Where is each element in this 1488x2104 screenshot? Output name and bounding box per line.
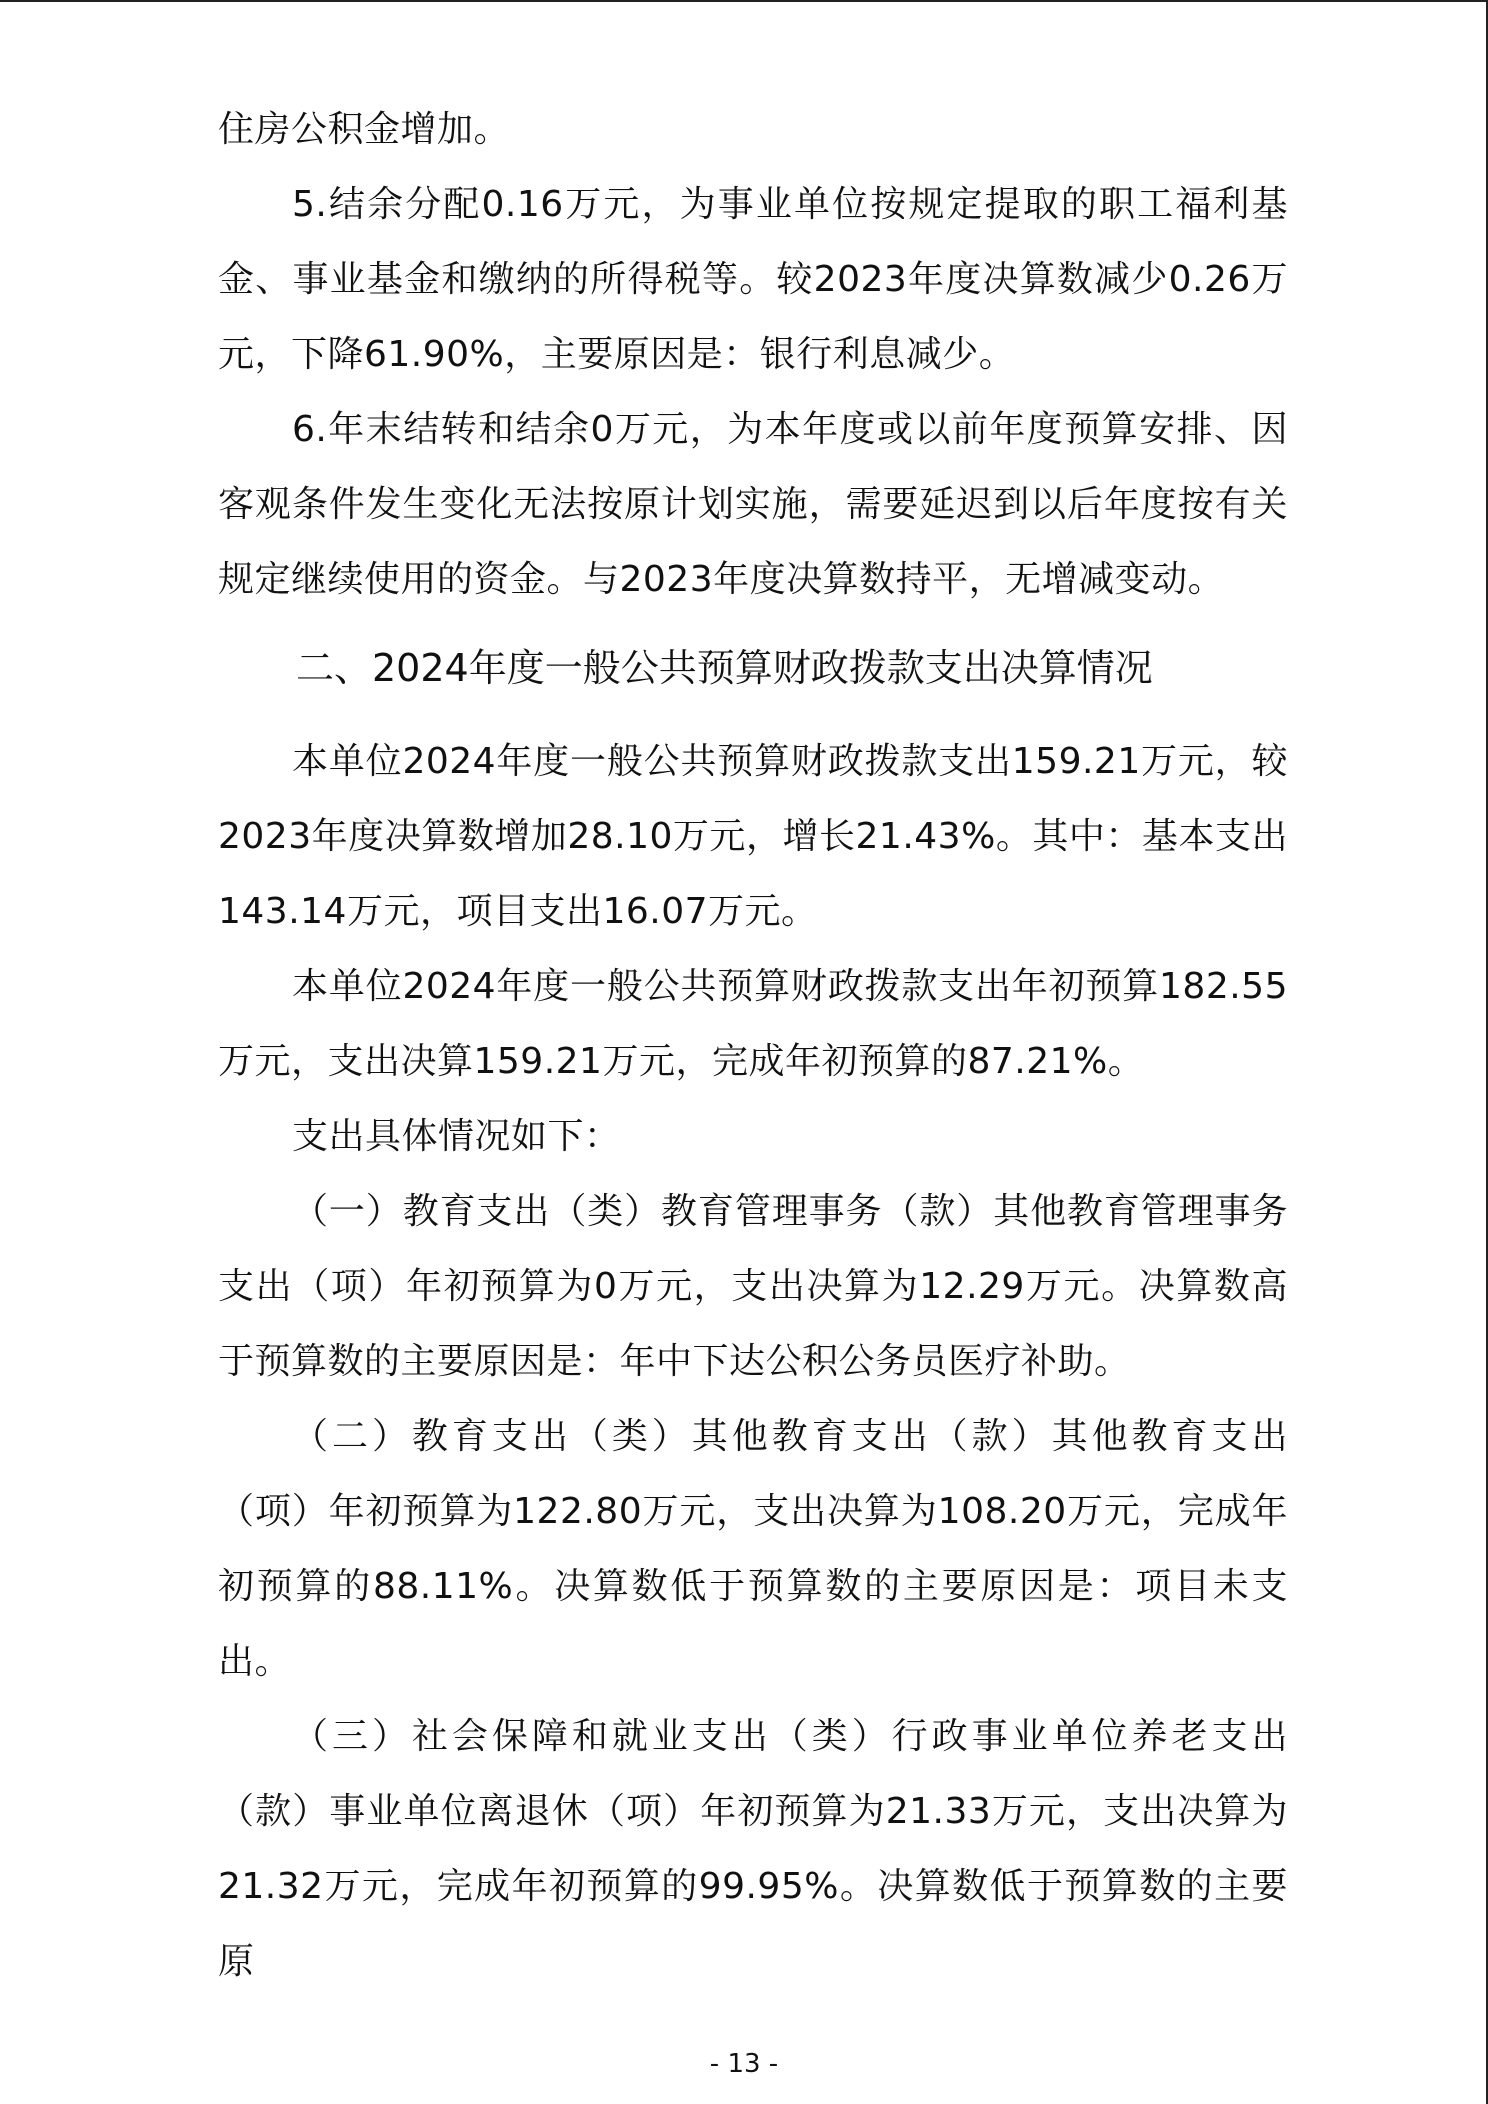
paragraph-expenditure-total: 本单位2024年度一般公共预算财政拨款支出159.21万元，较2023年度决算数增加28.10万元，增长21.43%。其中：基本支出143.14万元，项目支出16.07万元。 [218,741,1288,932]
paragraph-item-2: （二）教育支出（类）其他教育支出（款）其他教育支出（项）年初预算为122.80万元，支出决算为108.20万元，完成年初预算的88.11%。决算数低于预算数的主要原因是：项目未支出。 [218,1416,1288,1682]
page-border-top [0,0,1488,2]
paragraph-item-3: （三）社会保障和就业支出（类）行政事业单位养老支出（款）事业单位离退休（项）年初预算为21.33万元，支出决算为21.32万元，完成年初预算的99.95%。决算数低于预算数的主要原 [218,1716,1288,1982]
paragraph-year-end-balance: 6.年末结转和结余0万元，为本年度或以前年度预算安排、因客观条件发生变化无法按原计划实施，需要延迟到以后年度按有关规定继续使用的资金。与2023年度决算数持平，无增减变动。 [218,409,1288,600]
paragraph-budget-completion: 本单位2024年度一般公共预算财政拨款支出年初预算182.55万元，支出决算159.21万元，完成年初预算的87.21%。 [218,966,1288,1082]
document-body [218,92,1288,1999]
paragraph-details-intro: 支出具体情况如下： [292,1116,621,1157]
paragraph-surplus-distribution: 5.结余分配0.16万元，为事业单位按规定提取的职工福利基金、事业基金和缴纳的所得税等。较2023年度决算数减少0.26万元，下降61.90%，主要原因是：银行利息减少。 [218,184,1288,375]
page-number: - 13 - [709,2049,779,2079]
paragraph-item-1: （一）教育支出（类）教育管理事务（款）其他教育管理事务支出（项）年初预算为0万元，支出决算为12.29万元。决算数高于预算数的主要原因是：年中下达公积公务员医疗补助。 [218,1191,1288,1382]
paragraph-continuation: 住房公积金增加。 [218,109,511,150]
section-heading: 二、2024年度一般公共预算财政拨款支出决算情况 [296,646,1153,690]
